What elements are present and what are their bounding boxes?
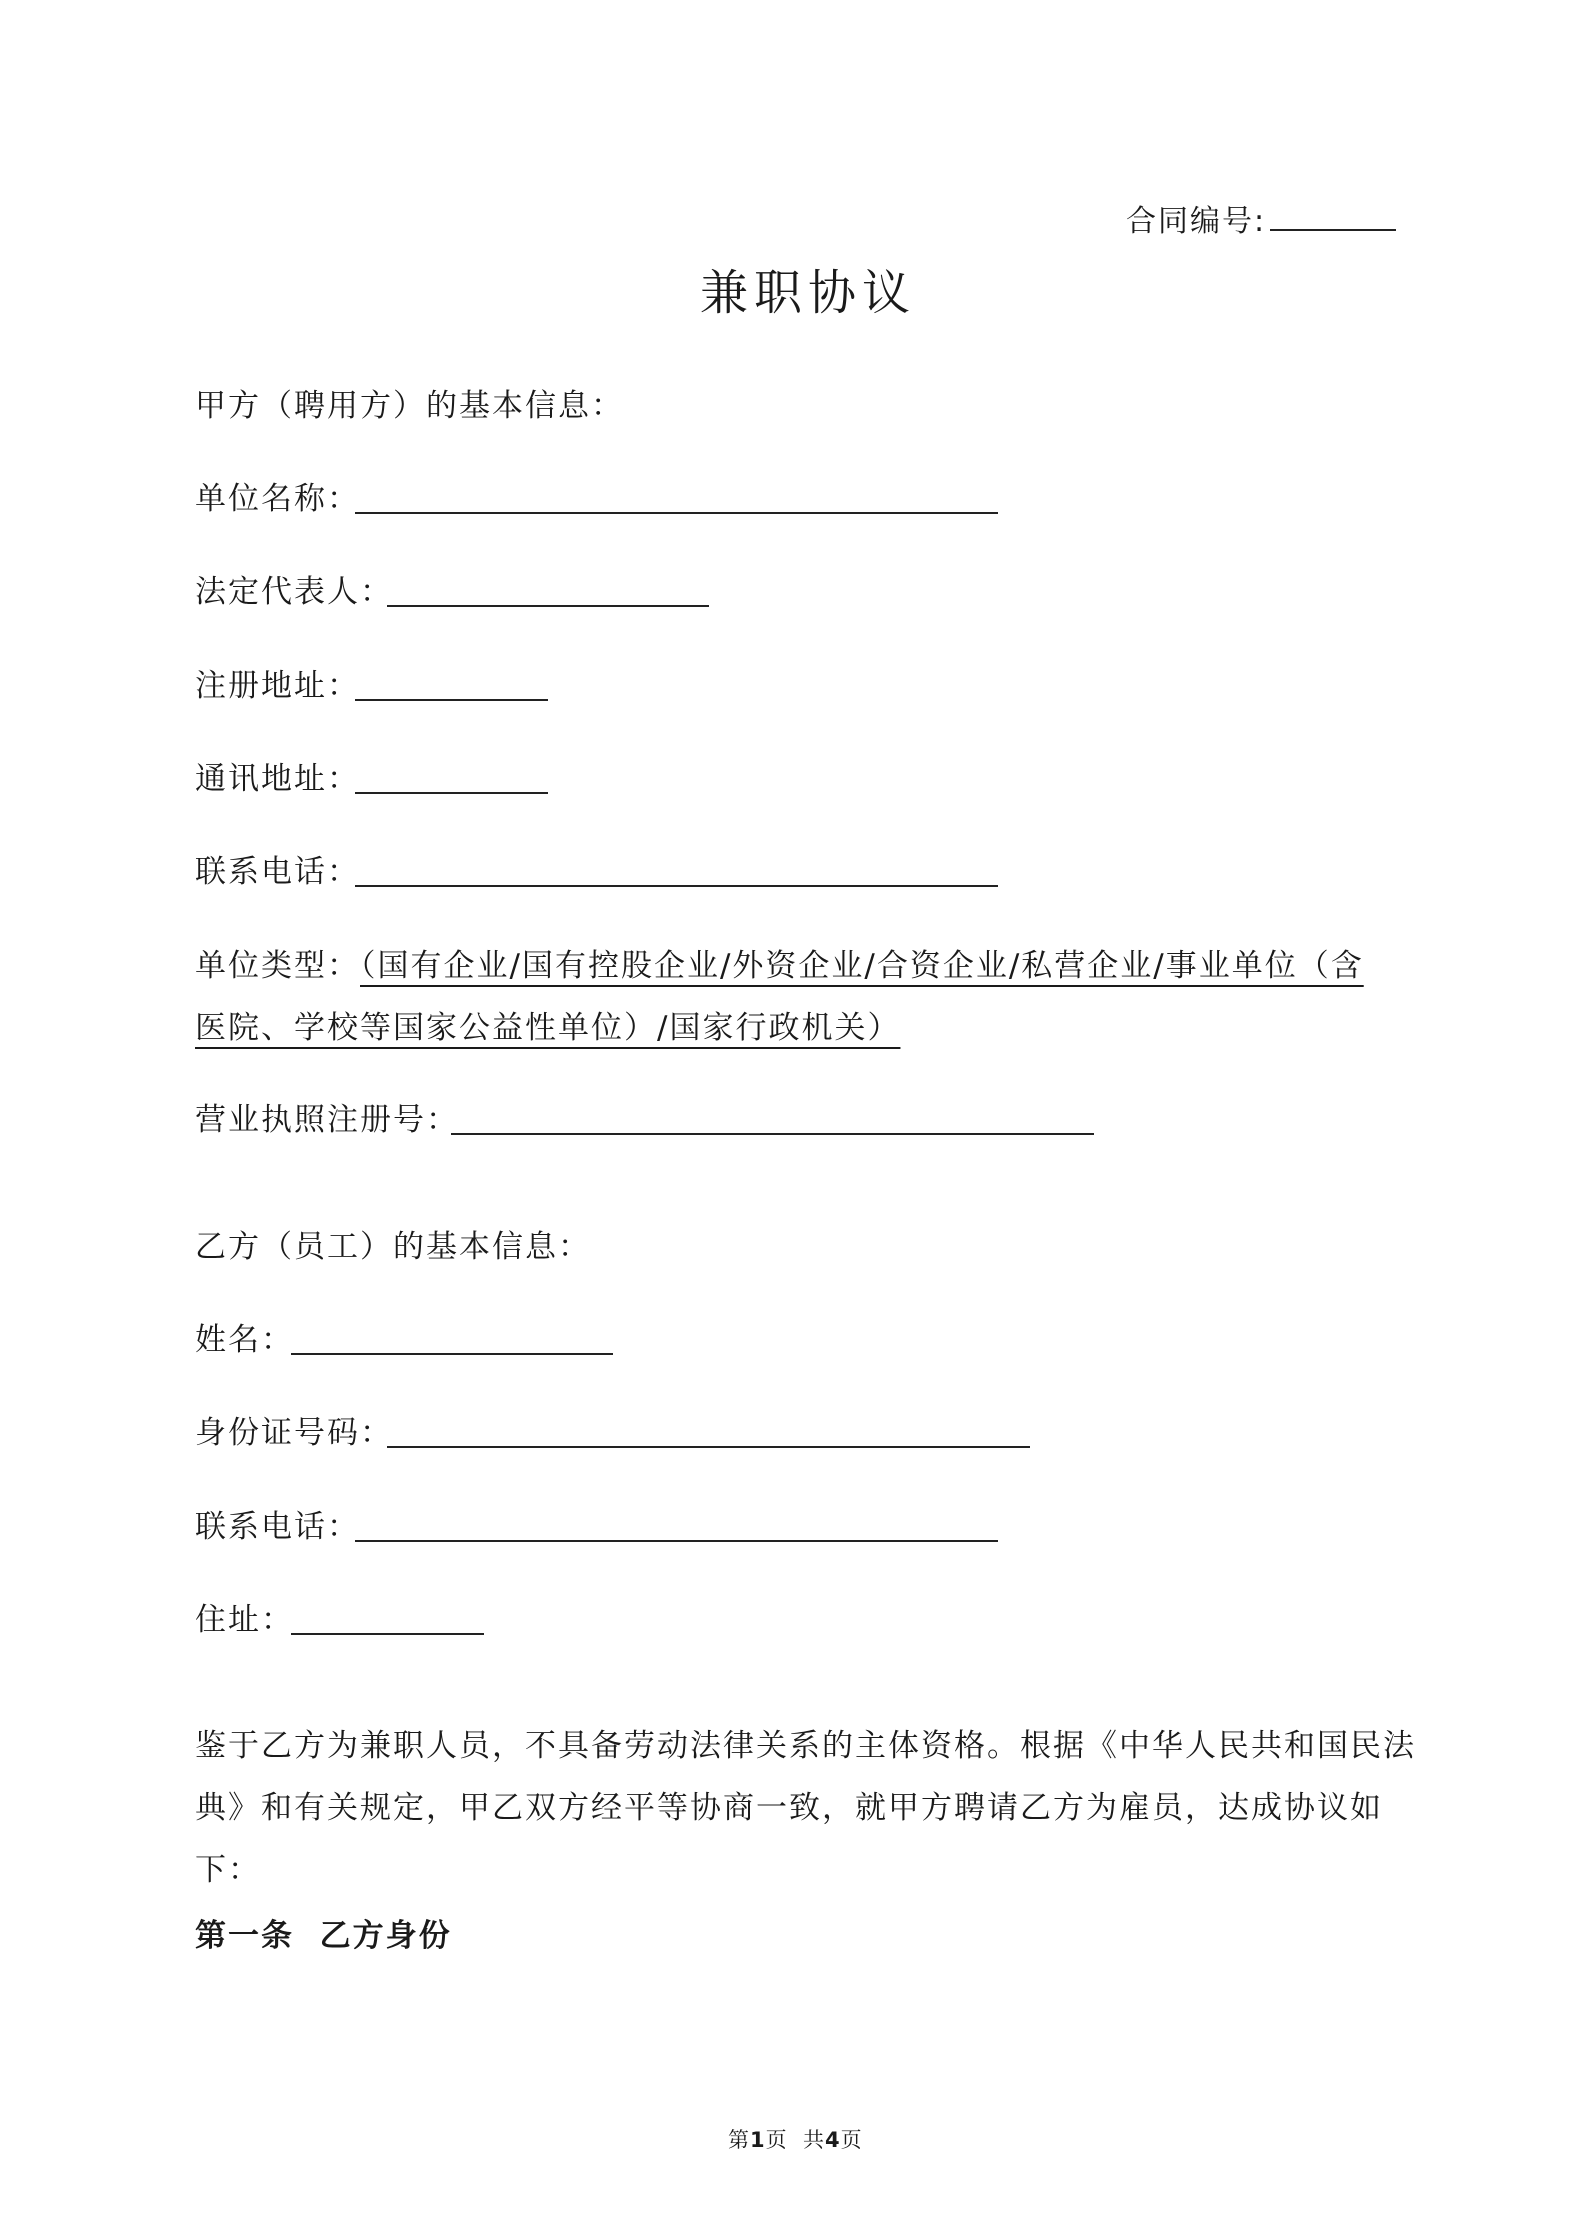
contract-number-label: 合同编号: bbox=[1126, 204, 1267, 239]
unit-name-field[interactable] bbox=[355, 512, 998, 514]
party-b-phone-label: 联系电话： bbox=[195, 1509, 360, 1545]
unit-type-label: 单位类型： bbox=[195, 948, 360, 984]
license-no-label: 营业执照注册号： bbox=[195, 1102, 459, 1138]
article-1-heading: 第一条 乙方身份 bbox=[195, 1918, 452, 1954]
party-b-phone-field[interactable] bbox=[355, 1540, 998, 1542]
page-suffix: 页 bbox=[840, 2128, 863, 2152]
unit-type-options-line2[interactable]: 医院、学校等国家公益性单位）/国家行政机关） bbox=[195, 1010, 901, 1046]
party-b-heading: 乙方（员工）的基本信息： bbox=[195, 1229, 591, 1265]
document-title: 兼职协议 bbox=[700, 265, 917, 321]
party-a-heading: 甲方（聘用方）的基本信息： bbox=[195, 388, 624, 424]
unit-type-options-line1[interactable]: （国有企业/国有控股企业/外资企业/合资企业/私营企业/事业单位（含 bbox=[360, 948, 1364, 984]
party-a-phone-label: 联系电话： bbox=[195, 854, 360, 890]
party-a-phone-field[interactable] bbox=[355, 885, 998, 887]
mail-address-field[interactable] bbox=[355, 792, 548, 794]
id-number-field[interactable] bbox=[387, 1446, 1030, 1448]
page-prefix: 第 bbox=[728, 2128, 750, 2152]
preamble bbox=[195, 1715, 1416, 1901]
page-mid: 页 共 bbox=[765, 2128, 825, 2152]
unit-name-label: 单位名称： bbox=[195, 481, 360, 517]
reg-address-label: 注册地址： bbox=[195, 668, 360, 704]
legal-rep-field[interactable] bbox=[387, 605, 709, 607]
page-indicator bbox=[728, 2124, 863, 2154]
id-number-label: 身份证号码： bbox=[195, 1415, 393, 1451]
contract-number-field[interactable] bbox=[1270, 229, 1396, 231]
preamble-line-3: 下： bbox=[195, 1852, 261, 1888]
name-field[interactable] bbox=[291, 1353, 613, 1355]
legal-rep-label: 法定代表人： bbox=[195, 574, 393, 610]
reg-address-field[interactable] bbox=[355, 699, 548, 701]
party-b-address-field[interactable] bbox=[291, 1633, 484, 1635]
preamble-line-1: 鉴于乙方为兼职人员，不具备劳动法律关系的主体资格。根据《中华人民共和国民法 bbox=[195, 1728, 1416, 1764]
page-current: 1 bbox=[750, 2128, 766, 2152]
preamble-line-2: 典》和有关规定，甲乙双方经平等协商一致，就甲方聘请乙方为雇员，达成协议如 bbox=[195, 1790, 1383, 1826]
license-no-field[interactable] bbox=[451, 1133, 1094, 1135]
party-b-address-label: 住址： bbox=[195, 1602, 294, 1638]
page-total: 4 bbox=[824, 2128, 841, 2152]
mail-address-label: 通讯地址： bbox=[195, 761, 360, 797]
unit-type-block bbox=[195, 935, 1395, 1059]
name-label: 姓名： bbox=[195, 1322, 294, 1358]
